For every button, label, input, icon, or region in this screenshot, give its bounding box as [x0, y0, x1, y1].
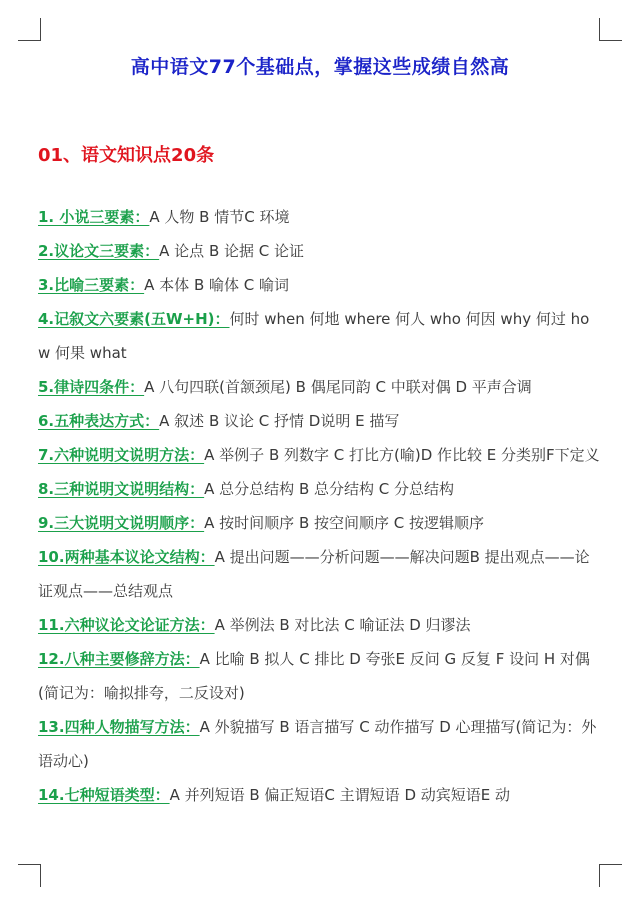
crop-mark-top-left: [18, 18, 41, 41]
list-item: [38, 268, 600, 302]
item-term: 7.六种说明文说明方法：: [38, 446, 205, 464]
item-body: A 提出问题——分析问题——解决问题B 提出观点——论证观点——总结观点: [38, 548, 590, 600]
item-term: 1. 小说三要素：: [38, 208, 150, 226]
item-body: A 总分总结构 B 总分结构 C 分总结构: [204, 480, 455, 498]
item-term: 2.议论文三要素：: [38, 242, 160, 260]
list-item: [38, 642, 600, 710]
item-body: A 叙述 B 议论 C 抒情 D说明 E 描写: [159, 412, 400, 430]
list-item: [38, 404, 600, 438]
list-item: [38, 540, 600, 608]
knowledge-list: [38, 200, 600, 812]
item-term: 9.三大说明文说明顺序：: [38, 514, 205, 532]
list-item: [38, 710, 600, 778]
item-term: 6.五种表达方式：: [38, 412, 160, 430]
list-item: [38, 608, 600, 642]
list-item: [38, 778, 600, 812]
item-body: A 并列短语 B 偏正短语C 主谓短语 D 动宾短语E 动: [169, 786, 511, 804]
list-item: [38, 302, 600, 370]
item-body: A 人物 B 情节C 环境: [149, 208, 290, 226]
item-term: 11.六种议论文论证方法：: [38, 616, 215, 634]
page-title: 高中语文77个基础点，掌握这些成绩自然高: [130, 56, 510, 78]
item-term: 12.八种主要修辞方法：: [38, 650, 200, 668]
item-body: A 举例法 B 对比法 C 喻证法 D 归谬法: [214, 616, 471, 634]
list-item: [38, 200, 600, 234]
item-body: A 八句四联(首颔颈尾) B 偶尾同韵 C 中联对偶 D 平声合调: [144, 378, 532, 396]
item-body: A 外貌描写 B 语言描写 C 动作描写 D 心理描写(简记为：外语动心): [38, 718, 597, 770]
crop-mark-bottom-left: [18, 864, 41, 887]
list-item: [38, 506, 600, 540]
list-item: [38, 370, 600, 404]
item-term: 14.七种短语类型：: [38, 786, 170, 804]
item-term: 10.两种基本议论文结构：: [38, 548, 215, 566]
crop-mark-top-right: [599, 18, 622, 41]
item-term: 8.三种说明文说明结构：: [38, 480, 205, 498]
item-body: A 按时间顺序 B 按空间顺序 C 按逻辑顺序: [204, 514, 485, 532]
item-term: 13.四种人物描写方法：: [38, 718, 200, 736]
section-heading: 01、语文知识点20条: [38, 145, 215, 166]
item-body: A 比喻 B 拟人 C 排比 D 夸张E 反问 G 反复 F 设问 H 对偶(简记为：喻拟排夸，二反设对): [38, 650, 590, 702]
list-item: [38, 472, 600, 506]
item-body: A 举例子 B 列数字 C 打比方(喻)D 作比较 E 分类别F下定义: [204, 446, 600, 464]
item-term: 3.比喻三要素：: [38, 276, 145, 294]
crop-mark-bottom-right: [599, 864, 622, 887]
item-body: A 论点 B 论据 C 论证: [159, 242, 305, 260]
list-item: [38, 234, 600, 268]
item-body: A 本体 B 喻体 C 喻词: [144, 276, 290, 294]
item-term: 4.记叙文六要素(五W+H)：: [38, 310, 230, 328]
item-term: 5.律诗四条件：: [38, 378, 145, 396]
list-item: [38, 438, 600, 472]
item-body: 何时 when 何地 where 何人 who 何因 why 何过 how 何果 what: [38, 310, 590, 362]
